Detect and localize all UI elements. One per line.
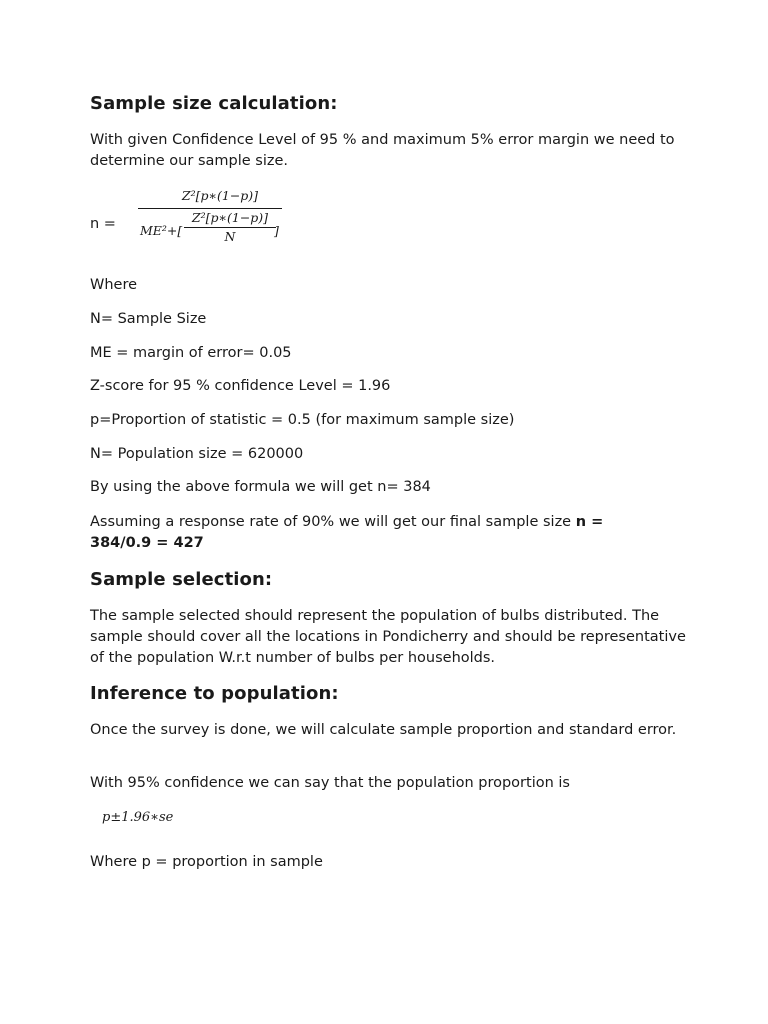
section-heading-inference: Inference to population: [90,683,339,704]
formula-numerator [138,186,282,206]
formula-inner-fraction [184,209,276,246]
section-heading-sample-selection: Sample selection: [90,569,273,590]
definition-line: p=Proportion of statistic = 0.5 (for maximum sample size) [90,412,515,428]
sample-size-formula [138,186,282,249]
definition-line: Z-score for 95 % confidence Level = 1.96 [90,378,391,394]
confidence-interval-formula: p±1.96∗se [102,810,174,825]
formula-denominator [138,209,282,249]
sample-selection-paragraph: The sample selected should represent the population of bulbs distributed. The sample should cover all the locations in Pondicherry and should be representative of the population W.r.t number of bulbs per households. [90,608,686,666]
formula-inner-denominator: N [224,229,236,244]
response-rate-bold-1: n = [575,514,604,530]
formula-denominator-me: ME²+[ [140,223,183,238]
definition-line: N= Sample Size [90,311,207,327]
definition-line: ME = margin of error= 0.05 [90,345,292,361]
formula-close-bracket: ] [274,223,279,238]
formula-numerator-text: Z²[p∗(1−p)] [181,188,259,203]
section-heading-sample-size: Sample size calculation: [90,93,338,114]
inference-paragraph-1: Once the survey is done, we will calculate sample proportion and standard error. [90,722,677,738]
formula-lhs: n = [90,216,116,232]
definition-line: N= Population size = 620000 [90,446,304,462]
inference-paragraph-2: With 95% confidence we can say that the population proportion is [90,775,570,791]
response-rate-bold-2: 384/0.9 = 427 [90,535,204,551]
response-rate-text: Assuming a response rate of 90% we will get our final sample size [90,514,576,530]
formula-inner-numerator: Z²[p∗(1−p)] [191,210,269,225]
definition-line: By using the above formula we will get n= 384 [90,479,431,495]
intro-paragraph: With given Confidence Level of 95 % and maximum 5% error margin we need to determine our sample size. [90,132,675,169]
where-label: Where [90,277,138,293]
where-p-line: Where p = proportion in sample [90,854,323,870]
response-rate-paragraph [90,512,690,554]
